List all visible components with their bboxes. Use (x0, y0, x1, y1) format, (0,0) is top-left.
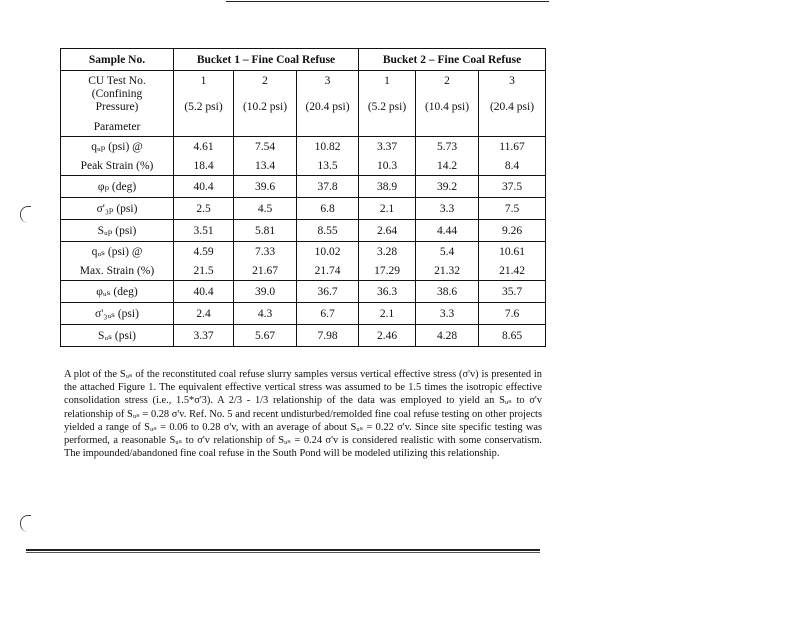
top-rule (226, 1, 549, 2)
row-label: qᵤₛ (psi) @ (61, 242, 174, 262)
value-cell: 6.8 (297, 198, 359, 220)
table-row (61, 281, 546, 303)
binder-hole-mark (20, 206, 31, 223)
value-cell: 36.7 (297, 281, 359, 303)
sample-no-header: Sample No. (61, 49, 174, 71)
table-row (61, 198, 546, 220)
value-cell: 7.6 (479, 303, 546, 325)
value-cell: 21.32 (416, 261, 479, 281)
value-cell: 3.37 (174, 325, 234, 347)
bottom-rule (26, 549, 540, 551)
value-cell: 7.33 (234, 242, 297, 262)
value-cell: 7.5 (479, 198, 546, 220)
value-cell: 4.44 (416, 220, 479, 242)
row-label: qᵤₚ (psi) @ (61, 137, 174, 157)
table-row (61, 156, 546, 176)
table-row (61, 325, 546, 347)
value-cell: 2.1 (359, 303, 416, 325)
value-cell: 8.4 (479, 156, 546, 176)
row-label: φₚ (deg) (61, 176, 174, 198)
table-row (61, 242, 546, 262)
row-label: Max. Strain (%) (61, 261, 174, 281)
row-label: Peak Strain (%) (61, 156, 174, 176)
test-cell: 1 (5.2 psi) (359, 71, 416, 118)
value-cell: 38.6 (416, 281, 479, 303)
value-cell: 3.37 (359, 137, 416, 157)
test-cell: 3 (20.4 psi) (479, 71, 546, 118)
test-cell: 1 (5.2 psi) (174, 71, 234, 118)
test-number-row (61, 71, 546, 118)
value-cell: 4.5 (234, 198, 297, 220)
test-no-label: CU Test No. (Confining Pressure) (61, 71, 174, 118)
value-cell: 2.4 (174, 303, 234, 325)
parameter-row (61, 117, 546, 137)
test-cell: 2 (10.2 psi) (234, 71, 297, 118)
body-paragraph: A plot of the Sᵤₛ of the reconstituted coal refuse slurry samples versus vertical effective stress (σ'v) is presented in the attached Figure 1. The equivalent effective vertical stress was assumed to be 1.5 times the isotropic effective consolidation stress (i.e., 1.5*σ'3). A 2/3 - 1/3 relationship of the data was employed to yield an Sᵤₛ to σ'v relationship of Sᵤₛ = 0.28 σ'v. Ref. No. 5 and recent undisturbed/remolded fine coal refuse testing on other projects yielded a range of Sᵤₛ = 0.06 to 0.28 σ'v, with an average of about Sᵤₛ = 0.22 σ'v. Since site specific testing was performed, a reasonable Sᵤₛ to σ'v relationship of Sᵤₛ = 0.24 σ'v is considered realistic with some conservatism. The impounded/abandoned fine coal refuse in the South Pond will be modeled utilizing this relationship. (64, 369, 542, 460)
value-cell: 7.98 (297, 325, 359, 347)
value-cell: 36.3 (359, 281, 416, 303)
row-label: σ'₃ₚ (psi) (61, 198, 174, 220)
value-cell: 3.3 (416, 303, 479, 325)
value-cell: 8.65 (479, 325, 546, 347)
value-cell: 14.2 (416, 156, 479, 176)
table-row (61, 176, 546, 198)
test-cell: 3 (20.4 psi) (297, 71, 359, 118)
value-cell: 18.4 (174, 156, 234, 176)
value-cell: 35.7 (479, 281, 546, 303)
value-cell: 40.4 (174, 176, 234, 198)
value-cell: 10.02 (297, 242, 359, 262)
table-row (61, 303, 546, 325)
value-cell: 10.3 (359, 156, 416, 176)
value-cell: 2.1 (359, 198, 416, 220)
test-cell: 2 (10.4 psi) (416, 71, 479, 118)
bottom-rule-secondary (26, 552, 540, 553)
value-cell: 5.73 (416, 137, 479, 157)
row-label: Sᵤₚ (psi) (61, 220, 174, 242)
value-cell: 21.67 (234, 261, 297, 281)
value-cell: 4.59 (174, 242, 234, 262)
value-cell: 13.4 (234, 156, 297, 176)
row-label: σ'₃ᵤₛ (psi) (61, 303, 174, 325)
value-cell: 11.67 (479, 137, 546, 157)
value-cell: 9.26 (479, 220, 546, 242)
row-label: Sᵤₛ (psi) (61, 325, 174, 347)
binder-hole-mark (20, 515, 31, 532)
value-cell: 4.28 (416, 325, 479, 347)
value-cell: 39.2 (416, 176, 479, 198)
value-cell: 2.64 (359, 220, 416, 242)
value-cell: 5.4 (416, 242, 479, 262)
table-row (61, 261, 546, 281)
value-cell: 17.29 (359, 261, 416, 281)
value-cell: 21.5 (174, 261, 234, 281)
table-row (61, 220, 546, 242)
value-cell: 37.5 (479, 176, 546, 198)
value-cell: 10.61 (479, 242, 546, 262)
value-cell: 3.3 (416, 198, 479, 220)
value-cell: 21.42 (479, 261, 546, 281)
value-cell: 39.6 (234, 176, 297, 198)
value-cell: 5.67 (234, 325, 297, 347)
row-label: φᵤₛ (deg) (61, 281, 174, 303)
table-row (61, 137, 546, 157)
value-cell: 2.46 (359, 325, 416, 347)
test-results-table (60, 48, 546, 347)
bucket2-header: Bucket 2 – Fine Coal Refuse (359, 49, 546, 71)
value-cell: 21.74 (297, 261, 359, 281)
value-cell: 6.7 (297, 303, 359, 325)
value-cell: 7.54 (234, 137, 297, 157)
bucket1-header: Bucket 1 – Fine Coal Refuse (174, 49, 359, 71)
value-cell: 10.82 (297, 137, 359, 157)
parameter-label: Parameter (61, 117, 174, 137)
value-cell: 4.61 (174, 137, 234, 157)
value-cell: 2.5 (174, 198, 234, 220)
value-cell: 38.9 (359, 176, 416, 198)
value-cell: 8.55 (297, 220, 359, 242)
value-cell: 40.4 (174, 281, 234, 303)
value-cell: 39.0 (234, 281, 297, 303)
value-cell: 5.81 (234, 220, 297, 242)
value-cell: 37.8 (297, 176, 359, 198)
value-cell: 3.28 (359, 242, 416, 262)
value-cell: 13.5 (297, 156, 359, 176)
table-header-row (61, 49, 546, 71)
value-cell: 3.51 (174, 220, 234, 242)
value-cell: 4.3 (234, 303, 297, 325)
